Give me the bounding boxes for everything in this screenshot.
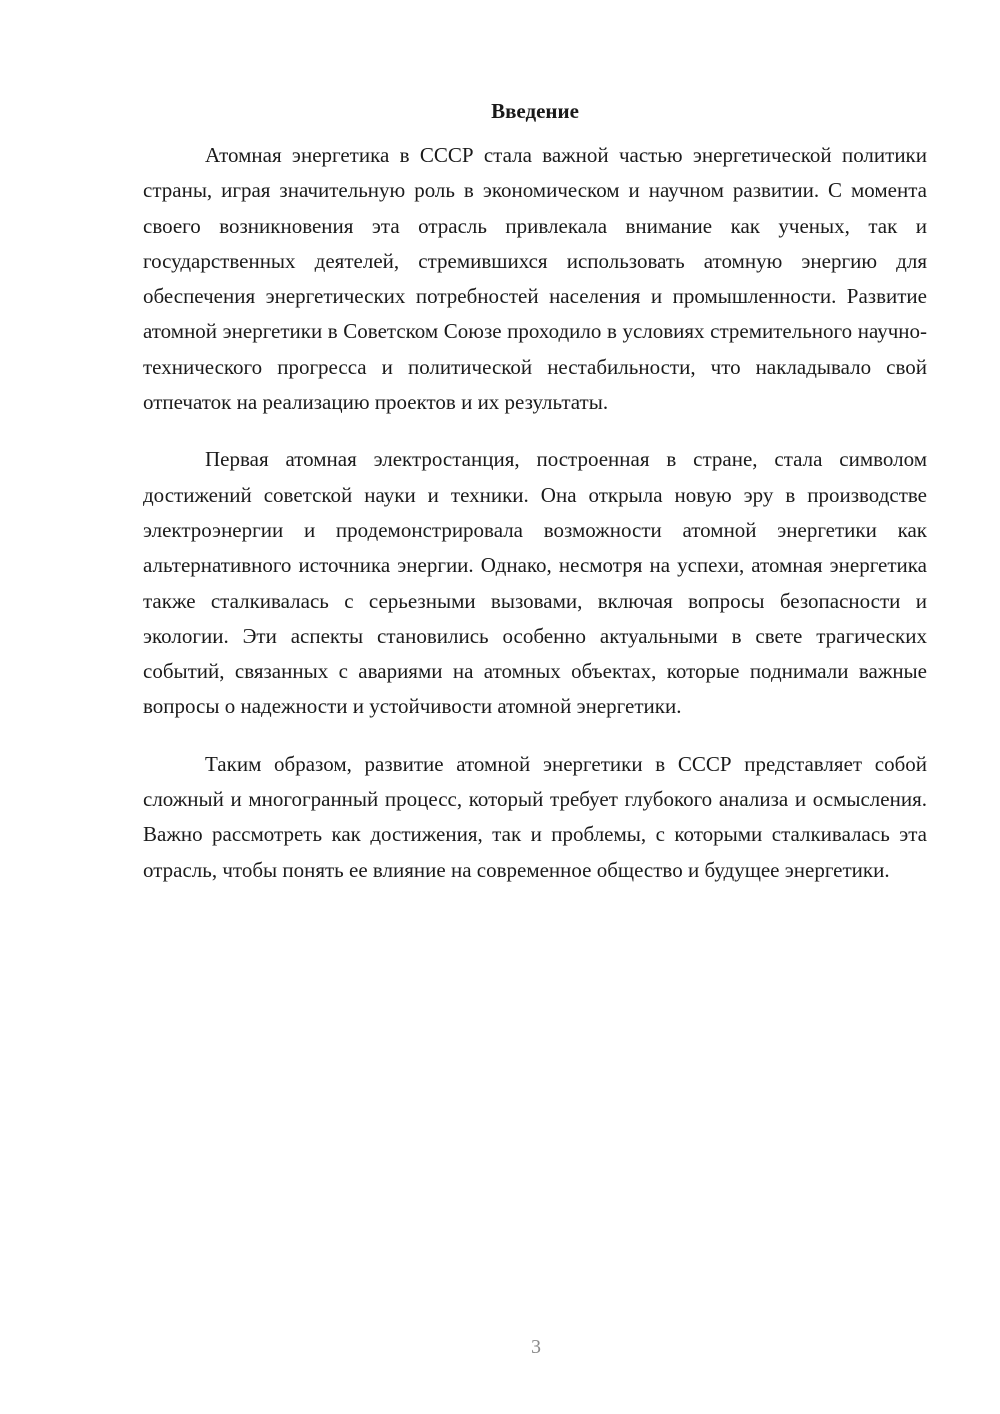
- paragraph-3: Таким образом, развитие атомной энергетики в СССР представляет собой сложный и многогранный процесс, который требует глубокого анализа и осмысления. Важно рассмотреть как достижения, так и проблемы, с которыми сталкивалась эта отрасль, чтобы понять ее влияние на современное общество и будущее энергетики.: [143, 751, 927, 882]
- paragraph-2: Первая атомная электростанция, построенная в стране, стала символом достижений советской науки и техники. Она открыла новую эру в производстве электроэнергии и продемонстрировала возможности атомной энергетики как альтернативного источника энергии. Однако, несмотря на успехи, атомная энергетика также сталкивалась с серьезными вызовами, включая вопросы безопасности и экологии. Эти аспекты становились особенно актуальными в свете трагических событий, связанных с авариями на атомных объектах, которые поднимали важные вопросы о надежности и устойчивости атомной энергетики.: [143, 447, 927, 719]
- page-content: [143, 96, 927, 888]
- page-number: 3: [531, 1336, 541, 1358]
- paragraph-1: Атомная энергетика в СССР стала важной частью энергетической политики страны, играя значительную роль в экономическом и научном развитии. С момента своего возникновения эта отрасль привлекала внимание как ученых, так и государственных деятелей, стремившихся использовать атомную энергию для обеспечения энергетических потребностей населения и промышленности. Развитие атомной энергетики в Советском Союзе проходило в условиях стремительного научно-технического прогресса и политической нестабильности, что накладывало свой отпечаток на реализацию проектов и их результаты.: [143, 143, 927, 415]
- section-title: Введение: [491, 99, 579, 123]
